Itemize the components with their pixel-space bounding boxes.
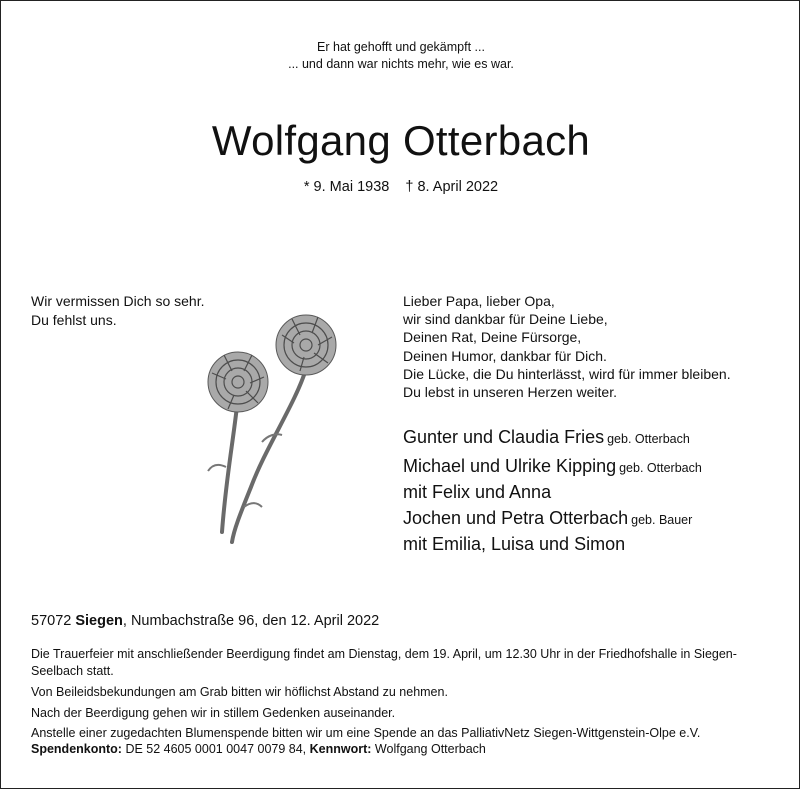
motto-line-2: ... und dann war nichts mehr, wie es war. [288, 57, 514, 71]
address-and-date: , Numbachstraße 96, den 12. April 2022 [122, 613, 380, 629]
left-note-line: Wir vermissen Dich so sehr. [31, 293, 205, 309]
donation-account [31, 741, 776, 758]
mourner-maiden-name: geb. Otterbach [619, 461, 702, 475]
mourner-family-1 [403, 425, 690, 451]
mourner-maiden-name: geb. Otterbach [607, 432, 690, 446]
keyword-value: Wolfgang Otterbach [371, 742, 486, 756]
right-note-line: Deinen Rat, Deine Fürsorge, [403, 329, 582, 346]
mourner-family-3 [403, 506, 692, 556]
mourner-children: mit Felix und Anna [403, 482, 552, 502]
right-note-line: Du lebst in unseren Herzen weiter. [403, 384, 617, 401]
account-label: Spendenkonto: [31, 742, 122, 756]
mourner-names: Gunter und Claudia Fries [403, 427, 605, 447]
keyword-label: Kennwort: [309, 742, 372, 756]
mourner-names: Jochen und Petra Otterbach [403, 508, 629, 528]
after-funeral-info: Nach der Beerdigung gehen wir in stillem Gedenken auseinander. [31, 706, 396, 720]
death-date: † 8. April 2022 [405, 179, 499, 195]
funeral-info: Die Trauerfeier mit anschließender Beerdigung findet am Dienstag, dem 19. April, um 12.30 Uhr in der Friedhofshalle in Siegen-Seelbach statt. [31, 647, 737, 678]
carnation-flower-image [196, 307, 366, 547]
place-and-date [31, 613, 379, 629]
mourner-maiden-name: geb. Bauer [631, 513, 693, 527]
left-note [31, 292, 204, 330]
mourner-children: mit Emilia, Luisa und Simon [403, 534, 626, 554]
city: Siegen [75, 613, 123, 629]
motto-line-1: Er hat gehofft und gekämpft ... [317, 40, 485, 54]
donation-info: Anstelle einer zugedachten Blumenspende bitten wir um eine Spende an das PalliativNetz Siegen-Wittgenstein-Olpe e.V. [31, 726, 701, 740]
deceased-name: Wolfgang Otterbach [211, 117, 591, 164]
right-note-line: Deinen Humor, dankbar für Dich. [403, 347, 607, 364]
condolence-info: Von Beileidsbekundungen am Grab bitten wir höflichst Abstand zu nehmen. [31, 685, 448, 699]
right-note-line: Lieber Papa, lieber Opa, [403, 293, 555, 309]
life-dates [1, 179, 800, 195]
birth-date: * 9. Mai 1938 [303, 179, 390, 195]
right-note-line: wir sind dankbar für Deine Liebe, [403, 311, 608, 328]
right-note [403, 292, 731, 401]
mourner-names: Michael und Ulrike Kipping [403, 456, 617, 476]
account-number: DE 52 4605 0001 0047 0079 84, [121, 742, 310, 756]
postal-code: 57072 [31, 613, 72, 629]
right-note-line: Die Lücke, die Du hinterlässt, wird für immer bleiben. [403, 365, 731, 382]
mourner-family-2 [403, 454, 702, 504]
left-note-line: Du fehlst uns. [31, 312, 117, 328]
